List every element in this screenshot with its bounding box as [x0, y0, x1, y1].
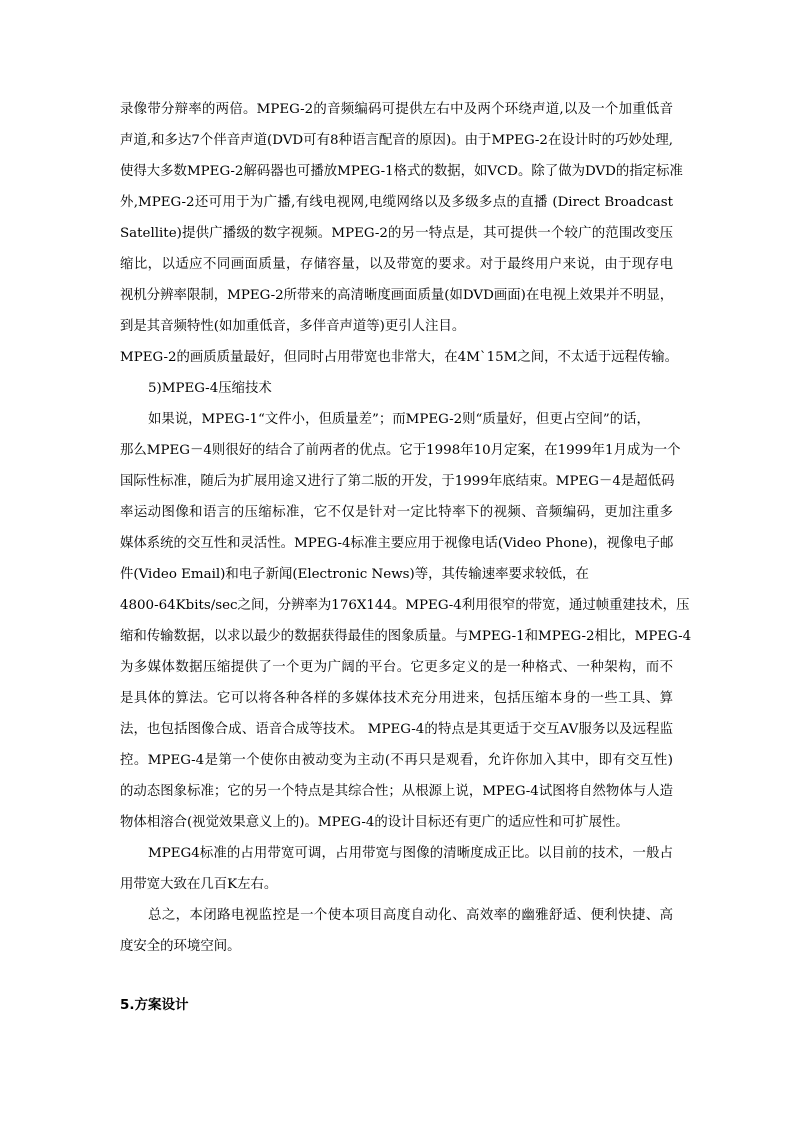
text-line: 那么MPEG－4则很好的结合了前两者的优点。它于1998年10月定案，在1999年1月成为一个: [120, 443, 681, 458]
text-line: 的动态图象标准；它的另一个特点是其综合性；从根源上说，MPEG-4试图将自然物体与人造: [120, 784, 673, 799]
text-line: 媒体系统的交互性和灵活性。MPEG-4标准主要应用于视像电话(Video Phone)，视像电子邮: [120, 536, 674, 551]
section-heading: 5.方案设计: [120, 997, 189, 1013]
text-line: 是具体的算法。它可以将各种各样的多媒体技术充分用进来，包括压缩本身的一些工具、算: [120, 691, 673, 706]
text-line: Satellite)提供广播级的数字视频。MPEG-2的另一特点是，其可提供一个较广的范围改变压: [120, 226, 673, 241]
text-line: MPEG4标准的占用带宽可调，占用带宽与图像的清晰度成正比。以目前的技术，一般占: [148, 846, 673, 861]
text-line: 声道,和多达7个伴音声道(DVD可有8种语言配音的原因)。由于MPEG-2在设计时的巧妙处理,: [120, 133, 673, 148]
text-line: 录像带分辩率的两倍。MPEG-2的音频编码可提供左右中及两个环绕声道,以及一个加重低音: [120, 102, 673, 117]
text-line: 国际性标准，随后为扩展用途又进行了第二版的开发，于1999年底结束。MPEG－4是超低码: [120, 474, 675, 489]
text-line: 率运动图像和语言的压缩标准，它不仅是针对一定比特率下的视频、音频编码，更加注重多: [120, 505, 673, 520]
text-line: 法，也包括图像合成、语音合成等技术。 MPEG-4的特点是其更适于交互AV服务以及远程监: [120, 722, 673, 737]
text-line: 缩和传输数据，以求以最少的数据获得最佳的图象质量。与MPEG-1和MPEG-2相比，MPEG-4: [120, 629, 692, 644]
text-line: 物体相溶合(视觉效果意义上的)。MPEG-4的设计目标还有更广的适应性和可扩展性。: [120, 815, 629, 830]
text-line: 到是其音频特性(如加重低音，多伴音声道等)更引人注目。: [120, 319, 466, 334]
text-line: 缩比，以适应不同画面质量，存储容量，以及带宽的要求。对于最终用户来说，由于现存电: [120, 257, 673, 272]
text-line: 4800-64Kbits/sec之间，分辨率为176X144。MPEG-4利用很窄的带宽，通过帧重建技术，压: [120, 598, 690, 613]
text-line: 外,MPEG-2还可用于为广播,有线电视网,电缆网络以及多级多点的直播 (Direct Broadcast: [120, 195, 673, 210]
text-line: 视机分辨率限制，MPEG-2所带来的高清晰度画面质量(如DVD画面)在电视上效果并不明显，: [120, 288, 674, 303]
text-line: MPEG-2的画质质量最好，但同时占用带宽也非常大，在4M`15M之间，不太适于远程传输。: [120, 350, 679, 365]
text-line: 如果说，MPEG-1“文件小，但质量差”；而MPEG-2则“质量好，但更占空间”的话，: [148, 412, 650, 427]
text-line: 使得大多数MPEG-2解码器也可播放MPEG-1格式的数据，如VCD。除了做为DVD的指定标准: [120, 164, 683, 179]
text-line: 件(Video Email)和电子新闻(Electronic News)等，其传输速率要求较低，在: [120, 567, 589, 582]
text-line: 为多媒体数据压缩提供了一个更为广阔的平台。它更多定义的是一种格式、一种架构，而不: [120, 660, 673, 675]
text-line: 控。MPEG-4是第一个使你由被动变为主动(不再只是观看，允许你加入其中，即有交互性): [120, 753, 673, 768]
subheading-text: 5)MPEG-4压缩技术: [148, 381, 272, 396]
text-line: 度安全的环境空间。: [120, 939, 241, 954]
text-line: 用带宽大致在几百K左右。: [120, 877, 278, 892]
text-line: 总之，本闭路电视监控是一个使本项目高度自动化、高效率的幽雅舒适、便利快捷、高: [148, 908, 673, 923]
